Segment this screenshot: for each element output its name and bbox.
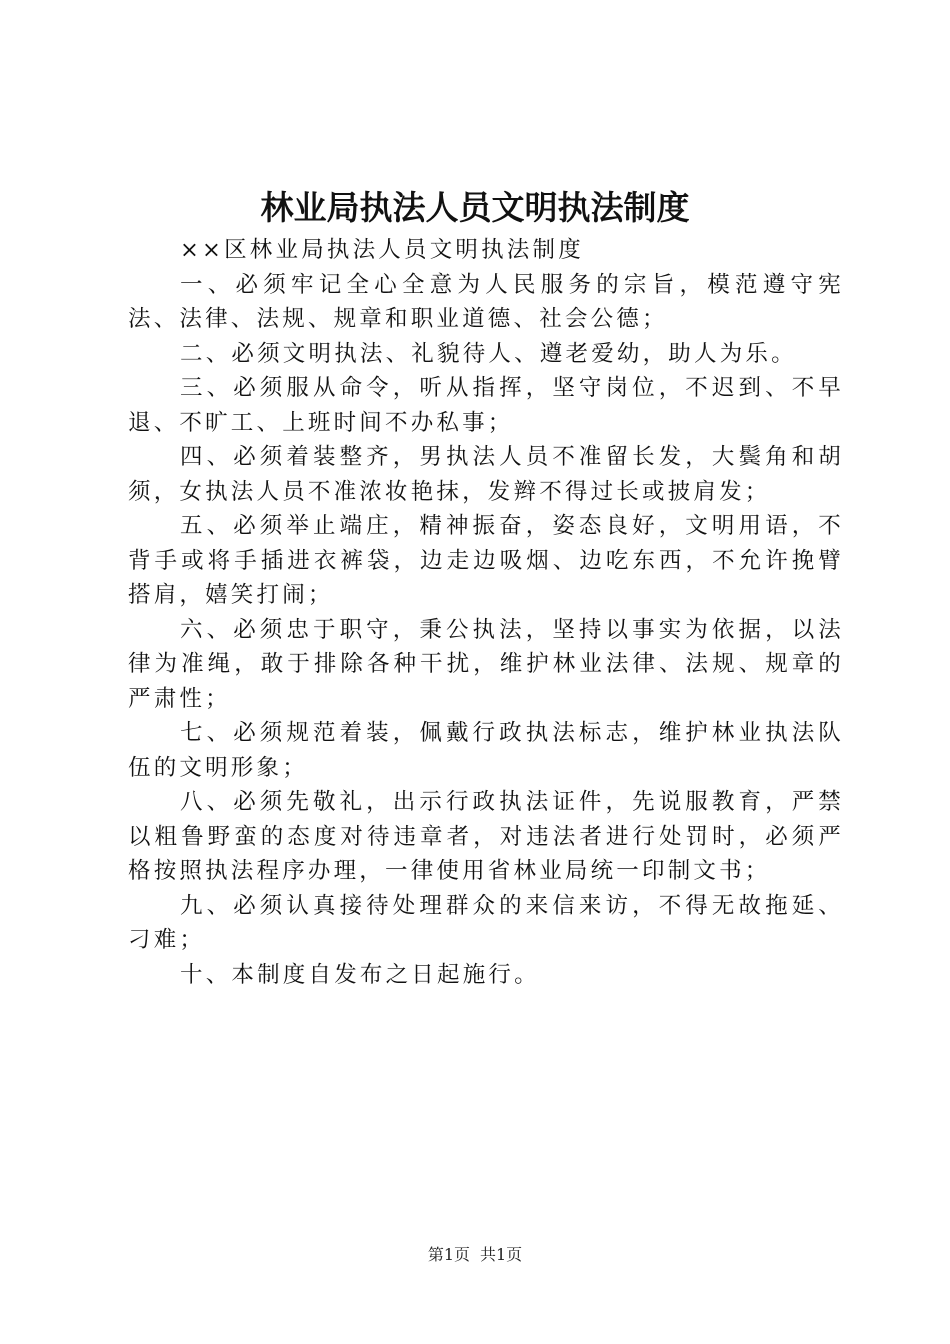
paragraph-item-10: 十、本制度自发布之日起施行。 [180,961,540,988]
paragraph-item-9: 九、必须认真接待处理群众的来信来访，不得无故拖延、刁难； [128,892,844,953]
paragraph-item-1: 一、必须牢记全心全意为人民服务的宗旨，模范遵守宪法、法律、法规、规章和职业道德、社会公德； [128,271,844,332]
paragraph-item-4: 四、必须着装整齐，男执法人员不准留长发，大鬓角和胡须，女执法人员不准浓妆艳抹，发辫不得过长或披肩发； [128,444,844,505]
paragraph-item-5: 五、必须举止端庄，精神振奋，姿态良好，文明用语，不背手或将手插进衣裤袋，边走边吸烟、边吃东西，不允许挽臂搭肩，嬉笑打闹； [128,513,844,608]
page-footer [0,1243,950,1267]
page-total: 共1页 [480,1245,523,1264]
paragraph-item-8: 八、必须先敬礼，出示行政执法证件，先说服教育，严禁以粗鲁野蛮的态度对待违章者，对违法者进行处罚时，必须严格按照执法程序办理，一律使用省林业局统一印制文书； [128,789,844,884]
paragraph-item-7: 七、必须规范着装，佩戴行政执法标志，维护林业执法队伍的文明形象； [128,720,844,781]
paragraph-item-2: 二、必须文明执法、礼貌待人、遵老爱幼，助人为乐。 [180,340,797,367]
document-title: 林业局执法人员文明执法制度 [260,188,690,227]
page-number: 第1页 [427,1245,470,1264]
paragraph-heading: ××区林业局执法人员文明执法制度 [180,237,584,263]
paragraph-item-3: 三、必须服从命令，听从指挥，坚守岗位，不迟到、不早退、不旷工、上班时间不办私事； [128,375,844,436]
document-body [128,233,844,992]
paragraph-item-6: 六、必须忠于职守，秉公执法，坚持以事实为依据，以法律为准绳，敢于排除各种干扰，维护林业法律、法规、规章的严肃性； [128,616,844,712]
